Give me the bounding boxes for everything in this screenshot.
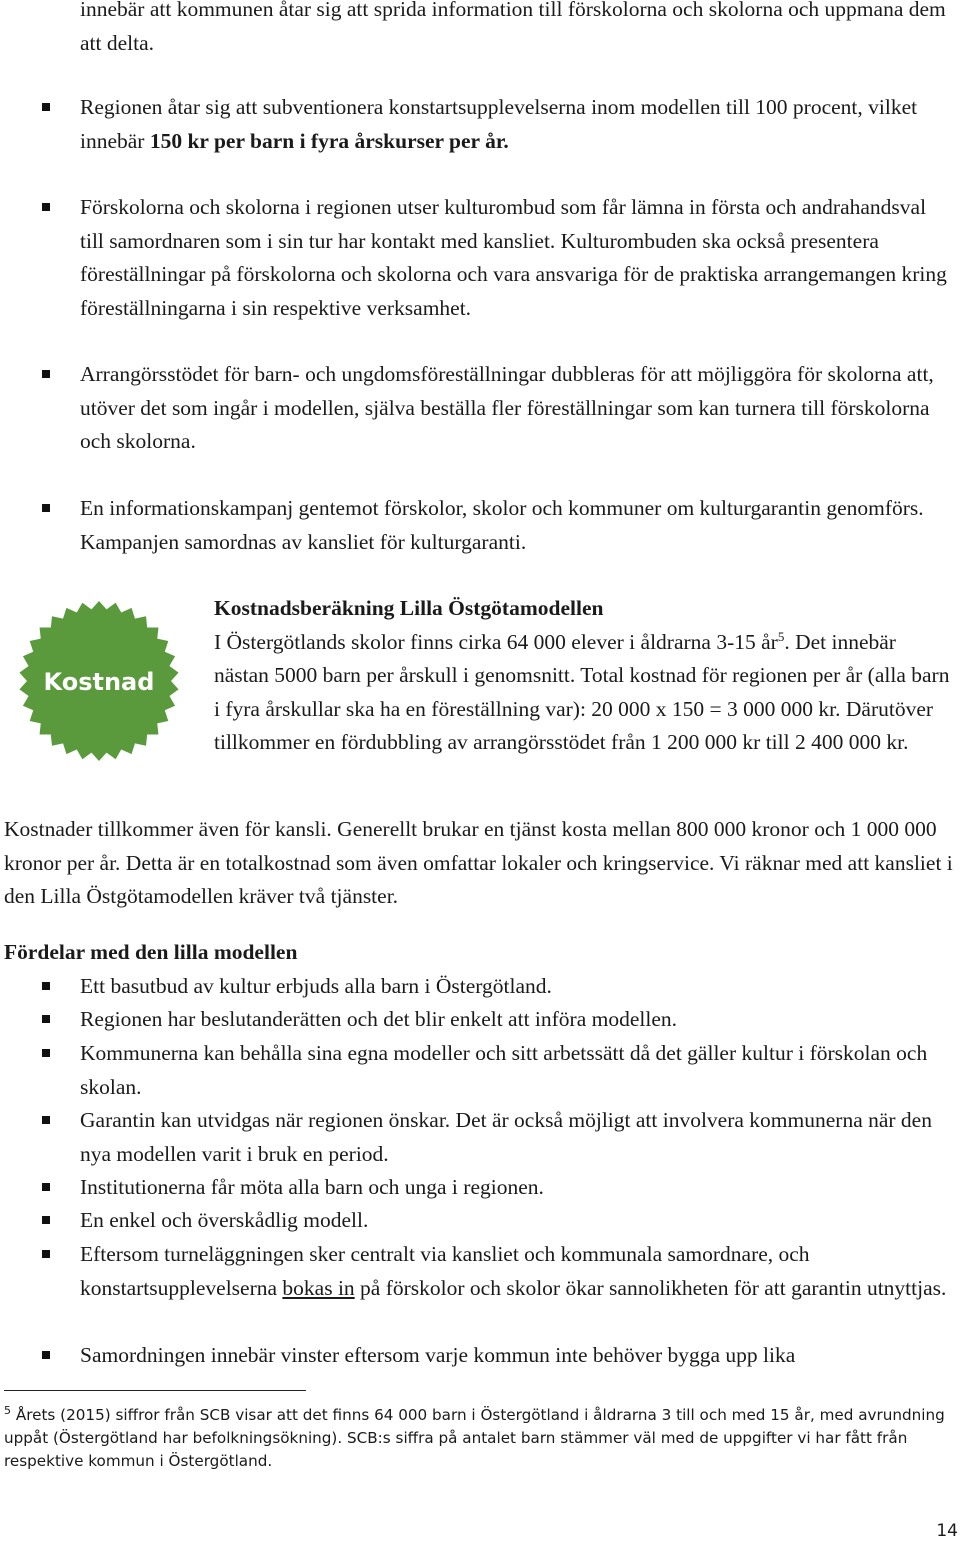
advantage-item xyxy=(80,1003,954,1037)
bullet-text: Samordningen innebär vinster eftersom varje kommun inte behöver bygga upp lika xyxy=(80,1343,796,1367)
bullet-subvention xyxy=(80,91,954,158)
bullet-square-icon xyxy=(42,1183,50,1191)
bullet-text: Eftersom turneläggningen sker centralt via kansliet och kommunala samordnare, och konstartsupplevelserna bokas in på förskolor och skolor ökar sannolikheten för att garantin utnyttjas. xyxy=(80,1242,947,1300)
advantage-item xyxy=(80,1171,954,1205)
cost-section xyxy=(214,592,954,760)
advantage-item xyxy=(80,1238,954,1305)
bullet-text: Institutionerna får möta alla barn och unga i regionen. xyxy=(80,1175,544,1199)
cost-heading: Kostnadsberäkning Lilla Östgötamodellen xyxy=(214,596,604,620)
bullet-informationskampanj xyxy=(80,492,954,559)
footnote-number: 5 xyxy=(4,1404,11,1417)
cost-text: I Östergötlands skolor finns cirka 64 000 elever i åldrarna 3-15 $år^5$. Det innebär nästan 5000 barn per årskull i genomsnitt. Total kostnad för regionen per år (alla barn i fyra årskullar ska ha en föreställning var): 20 000 x 150 = 3 000 000 kr. Därutöver tillkommer en fördubbling av arrangörsstödet från 1 200 000 kr till 2 400 000 kr. xyxy=(214,628,950,754)
footnote xyxy=(4,1404,954,1473)
page-number: 14 xyxy=(936,1521,958,1541)
bullet-square-icon xyxy=(42,1250,50,1258)
advantage-item xyxy=(80,970,954,1004)
advantage-item xyxy=(80,1204,954,1238)
bullet-bold-text: 150 kr per barn i fyra årskurser per år. xyxy=(149,128,509,153)
bullet-square-icon xyxy=(42,1015,50,1023)
bullet-square-icon xyxy=(42,982,50,990)
bullet-text: Förskolorna och skolorna i regionen utser kulturombud som får lämna in första och andrahandsval till samordnaren som i sin tur har kontakt med kansliet. Kulturombuden ska också presentera föreställningar på förskolorna och skolorna och vara ansvariga för de praktiska arrangemangen kring föreställningarna i sin respektive verksamhet. xyxy=(80,195,947,320)
bullet-text: En enkel och överskådlig modell. xyxy=(80,1208,369,1232)
advantage-item xyxy=(80,1037,954,1104)
bullet-square-icon xyxy=(42,504,50,512)
advantage-item xyxy=(80,1104,954,1171)
top-paragraph: innebär att kommunen åtar sig att sprida information till förskolorna och skolorna och uppmana dem att delta. xyxy=(80,0,946,55)
badge-label: Kostnad xyxy=(43,668,155,696)
bullet-square-icon xyxy=(42,1049,50,1057)
footnote-divider xyxy=(4,1390,306,1391)
bullet-text: Regionen har beslutanderätten och det blir enkelt att införa modellen. xyxy=(80,1007,678,1031)
bullet-square-icon xyxy=(42,1216,50,1224)
bullet-square-icon xyxy=(42,370,50,378)
bullet-text: Ett basutbud av kultur erbjuds alla barn i Östergötland. xyxy=(80,974,552,998)
bullet-arrangorsstod xyxy=(80,358,954,459)
footnote-reference[interactable]: 5 xyxy=(777,628,785,644)
bullet-kulturombud xyxy=(80,191,954,325)
bokas-in-link[interactable]: bokas in xyxy=(282,1275,355,1300)
advantages-heading: Fördelar med den lilla modellen xyxy=(4,940,298,964)
advantage-item xyxy=(80,1339,954,1373)
bullet-text: En informationskampanj gentemot förskolor, skolor och kommuner om kulturgarantin genomförs. Kampanjen samordnas av kansliet för kulturgaranti. xyxy=(80,496,924,554)
footnote-text: Årets (2015) siffror från SCB visar att det finns 64 000 barn i Östergötland i åldrarna 3 till och med 15 år, med avrundning uppåt (Östergötland har befolkningsökning). SCB:s siffra på antalet barn stämmer väl med de uppgifter vi har fått från respektive kommun i Östergötland. xyxy=(4,1406,945,1470)
bullet-square-icon xyxy=(42,1116,50,1124)
kansli-paragraph: Kostnader tillkommer även för kansli. Generellt brukar en tjänst kosta mellan 800 000 kronor och 1 000 000 kronor per år. Detta är en totalkostnad som även omfattar lokaler och kringservice. Vi räknar med att kansliet i den Lilla Östgötamodellen kräver två tjänster. xyxy=(4,817,953,908)
bullet-square-icon xyxy=(42,203,50,211)
bullet-square-icon xyxy=(42,103,50,111)
bullet-text: Garantin kan utvidgas när regionen önskar. Det är också möjligt att involvera kommunerna när den nya modellen varit i bruk en period. xyxy=(80,1108,932,1166)
bullet-square-icon xyxy=(42,1351,50,1359)
kostnad-badge-icon xyxy=(16,598,182,764)
bullet-text: Kommunerna kan behålla sina egna modeller och sitt arbetssätt då det gäller kultur i förskolan och skolan. xyxy=(80,1041,928,1099)
bullet-text: Regionen åtar sig att subventionera konstartsupplevelserna inom modellen till 100 procent, vilket innebär xyxy=(80,95,918,153)
bullet-text: Arrangörsstödet för barn- och ungdomsföreställningar dubbleras för att möjliggöra för skolorna att, utöver det som ingår i modellen, själva beställa fler föreställningar som kan turnera till förskolorna och skolorna. xyxy=(80,362,934,453)
